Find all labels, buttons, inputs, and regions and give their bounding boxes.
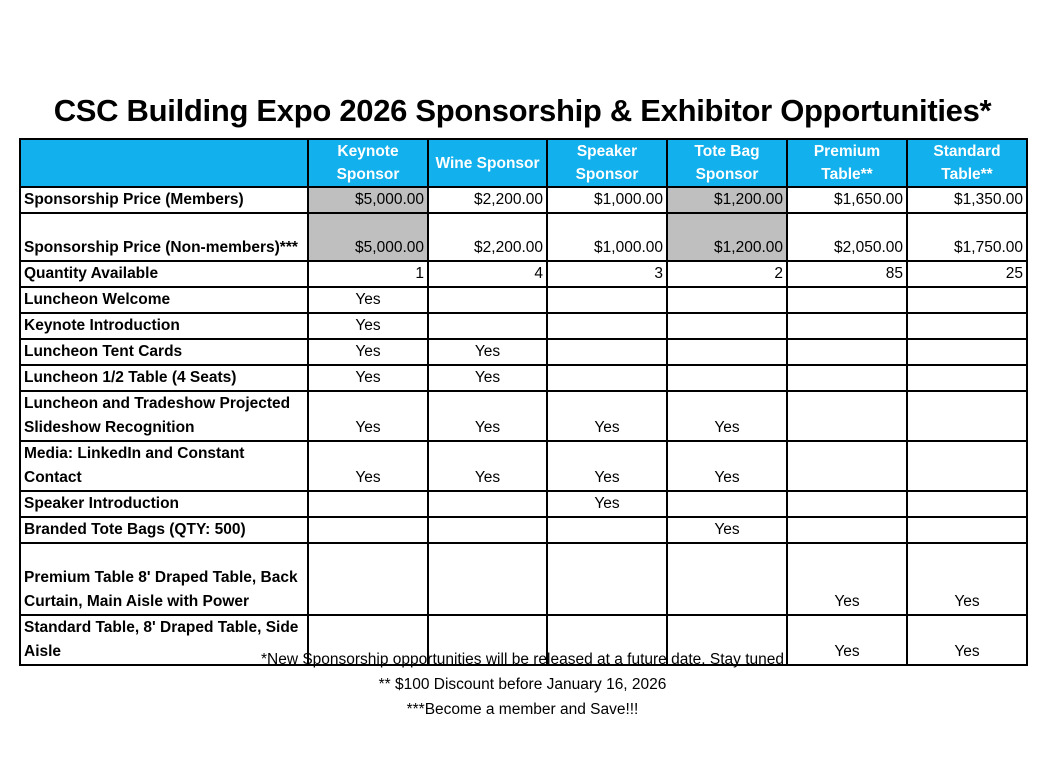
benefit-cell	[667, 339, 787, 365]
benefit-cell: Yes	[667, 441, 787, 491]
benefit-cell: Yes	[308, 339, 428, 365]
benefit-cell: Yes	[428, 441, 547, 491]
benefit-cell: Yes	[547, 391, 667, 441]
table-row	[20, 313, 1027, 339]
price-cell: $1,000.00	[547, 187, 667, 213]
benefit-cell	[547, 339, 667, 365]
benefit-cell: Yes	[907, 615, 1027, 665]
benefit-cell	[907, 287, 1027, 313]
table-row	[20, 365, 1027, 391]
quantity-cell: 4	[428, 261, 547, 287]
benefit-cell	[787, 365, 907, 391]
price-cell: $1,750.00	[907, 213, 1027, 261]
benefit-cell	[907, 441, 1027, 491]
row-label: Sponsorship Price (Non-members)***	[20, 213, 308, 261]
price-cell: $1,650.00	[787, 187, 907, 213]
table-row	[20, 491, 1027, 517]
benefit-cell	[428, 287, 547, 313]
benefit-cell	[787, 441, 907, 491]
benefit-cell	[547, 287, 667, 313]
benefit-cell: Yes	[308, 391, 428, 441]
benefit-cell: Yes	[787, 543, 907, 615]
price-cell: $2,200.00	[428, 213, 547, 261]
benefit-cell	[547, 313, 667, 339]
price-cell: $2,050.00	[787, 213, 907, 261]
row-label: Standard Table, 8' Draped Table, Side Aisle	[20, 615, 308, 665]
table-row	[20, 441, 1027, 491]
quantity-cell: 25	[907, 261, 1027, 287]
quantity-cell: 2	[667, 261, 787, 287]
footnote-new-opportunities: *New Sponsorship opportunities will be released at a future date. Stay tuned	[260, 651, 784, 668]
column-header: Speaker Sponsor	[547, 139, 667, 187]
benefit-cell	[547, 517, 667, 543]
benefit-cell	[547, 365, 667, 391]
benefit-cell: Yes	[428, 339, 547, 365]
table-row	[20, 213, 1027, 261]
benefit-cell	[787, 391, 907, 441]
table-header-row	[20, 139, 1027, 187]
column-header: Standard Table**	[907, 139, 1027, 187]
benefit-cell: Yes	[428, 365, 547, 391]
page-title: CSC Building Expo 2026 Sponsorship & Exhibitor Opportunities*	[53, 93, 992, 128]
price-cell: $2,200.00	[428, 187, 547, 213]
row-label: Luncheon Tent Cards	[20, 339, 308, 365]
footnote-discount: ** $100 Discount before January 16, 2026	[378, 676, 667, 693]
table-row	[20, 339, 1027, 365]
benefit-cell	[907, 313, 1027, 339]
benefit-cell	[667, 287, 787, 313]
benefit-cell	[787, 287, 907, 313]
row-label: Luncheon and Tradeshow Projected Slideshow Recognition	[20, 391, 308, 441]
benefit-cell	[907, 339, 1027, 365]
benefit-cell: Yes	[308, 313, 428, 339]
row-label: Keynote Introduction	[20, 313, 308, 339]
benefit-cell	[428, 543, 547, 615]
row-label: Quantity Available	[20, 261, 308, 287]
benefit-cell	[787, 313, 907, 339]
benefit-cell	[787, 491, 907, 517]
benefit-cell	[787, 339, 907, 365]
column-header: Keynote Sponsor	[308, 139, 428, 187]
benefit-cell	[308, 517, 428, 543]
row-label: Sponsorship Price (Members)	[20, 187, 308, 213]
benefit-cell: Yes	[547, 441, 667, 491]
benefit-cell	[428, 517, 547, 543]
benefit-cell	[667, 313, 787, 339]
price-cell: $1,200.00	[667, 187, 787, 213]
benefit-cell: Yes	[667, 391, 787, 441]
row-label: Speaker Introduction	[20, 491, 308, 517]
column-header: Premium Table**	[787, 139, 907, 187]
sponsorship-table	[19, 138, 1028, 666]
table-row	[20, 187, 1027, 213]
quantity-cell: 85	[787, 261, 907, 287]
benefit-cell	[308, 543, 428, 615]
price-cell: $5,000.00	[308, 187, 428, 213]
column-header: Wine Sponsor	[428, 139, 547, 187]
benefit-cell	[667, 491, 787, 517]
row-label: Luncheon Welcome	[20, 287, 308, 313]
table-row	[20, 261, 1027, 287]
quantity-cell: 1	[308, 261, 428, 287]
benefit-cell	[428, 313, 547, 339]
benefit-cell: Yes	[308, 365, 428, 391]
table-row	[20, 287, 1027, 313]
benefit-cell	[907, 365, 1027, 391]
benefit-cell: Yes	[308, 287, 428, 313]
benefit-cell	[547, 543, 667, 615]
quantity-cell: 3	[547, 261, 667, 287]
column-header	[20, 139, 308, 187]
benefit-cell	[787, 517, 907, 543]
price-cell: $1,000.00	[547, 213, 667, 261]
benefit-cell: Yes	[907, 543, 1027, 615]
benefit-cell: Yes	[308, 441, 428, 491]
row-label: Luncheon 1/2 Table (4 Seats)	[20, 365, 308, 391]
row-label: Branded Tote Bags (QTY: 500)	[20, 517, 308, 543]
table-row	[20, 517, 1027, 543]
price-cell: $5,000.00	[308, 213, 428, 261]
benefit-cell: Yes	[787, 615, 907, 665]
benefit-cell: Yes	[428, 391, 547, 441]
benefit-cell: Yes	[547, 491, 667, 517]
benefit-cell	[907, 391, 1027, 441]
benefit-cell	[428, 491, 547, 517]
benefit-cell	[907, 491, 1027, 517]
footnote-membership: ***Become a member and Save!!!	[406, 701, 639, 718]
benefit-cell	[308, 491, 428, 517]
row-label: Premium Table 8' Draped Table, Back Curtain, Main Aisle with Power	[20, 543, 308, 615]
row-label: Media: LinkedIn and Constant Contact	[20, 441, 308, 491]
benefit-cell: Yes	[667, 517, 787, 543]
table-row	[20, 543, 1027, 615]
price-cell: $1,200.00	[667, 213, 787, 261]
table-row	[20, 391, 1027, 441]
benefit-cell	[667, 365, 787, 391]
price-cell: $1,350.00	[907, 187, 1027, 213]
benefit-cell	[907, 517, 1027, 543]
benefit-cell	[667, 543, 787, 615]
column-header: Tote Bag Sponsor	[667, 139, 787, 187]
